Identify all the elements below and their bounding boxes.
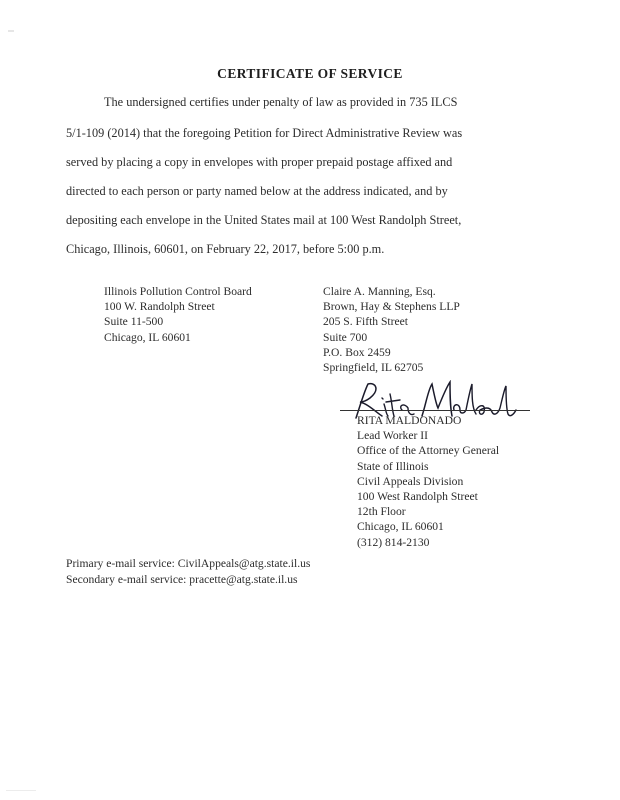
address-line: Suite 700 — [323, 330, 368, 344]
signer-city: Chicago, IL 60601 — [357, 520, 444, 534]
signer-title: Lead Worker II — [357, 429, 428, 443]
scan-mark — [6, 790, 36, 791]
body-line-5: depositing each envelope in the United States mail at 100 West Randolph Street, — [66, 213, 462, 227]
document-title: CERTIFICATE OF SERVICE — [217, 66, 403, 81]
body-line-4: directed to each person or party named below at the address indicated, and by — [66, 184, 448, 198]
address-line: Chicago, IL 60601 — [104, 330, 191, 344]
body-line-1: The undersigned certifies under penalty of law as provided in 735 ILCS — [104, 95, 458, 109]
recipient-address-right — [323, 284, 460, 375]
recipient-address-left — [104, 284, 252, 345]
address-line: 205 S. Fifth Street — [323, 315, 409, 329]
signer-block — [357, 413, 499, 550]
body-line-3: served by placing a copy in envelopes with proper prepaid postage affixed and — [66, 155, 453, 169]
signer-office: Office of the Attorney General — [357, 444, 500, 458]
address-line: Illinois Pollution Control Board — [104, 285, 252, 298]
address-line: Suite 11-500 — [104, 315, 164, 329]
signer-phone: (312) 814-2130 — [357, 535, 430, 549]
address-line: P.O. Box 2459 — [323, 345, 391, 359]
signer-state: State of Illinois — [357, 459, 429, 473]
address-line: 100 W. Randolph Street — [104, 300, 215, 314]
address-line: Springfield, IL 62705 — [323, 360, 424, 374]
signer-division: Civil Appeals Division — [357, 474, 464, 488]
address-line: Brown, Hay & Stephens LLP — [323, 300, 460, 314]
primary-email-line: Primary e-mail service: CivilAppeals@atg.state.il.us — [66, 557, 311, 570]
secondary-email-line: Secondary e-mail service: pracette@atg.state.il.us — [66, 573, 298, 586]
body-line-6: Chicago, Illinois, 60601, on February 22, 2017, before 5:00 p.m. — [66, 242, 385, 256]
body-line-2: 5/1-109 (2014) that the foregoing Petition for Direct Administrative Review was — [66, 126, 463, 140]
scan-mark — [8, 30, 14, 32]
signer-name: RITA MALDONADO — [357, 414, 462, 427]
signer-street: 100 West Randolph Street — [357, 489, 478, 503]
signer-floor: 12th Floor — [357, 505, 406, 519]
signature-line — [340, 410, 530, 411]
address-line: Claire A. Manning, Esq. — [323, 285, 436, 298]
